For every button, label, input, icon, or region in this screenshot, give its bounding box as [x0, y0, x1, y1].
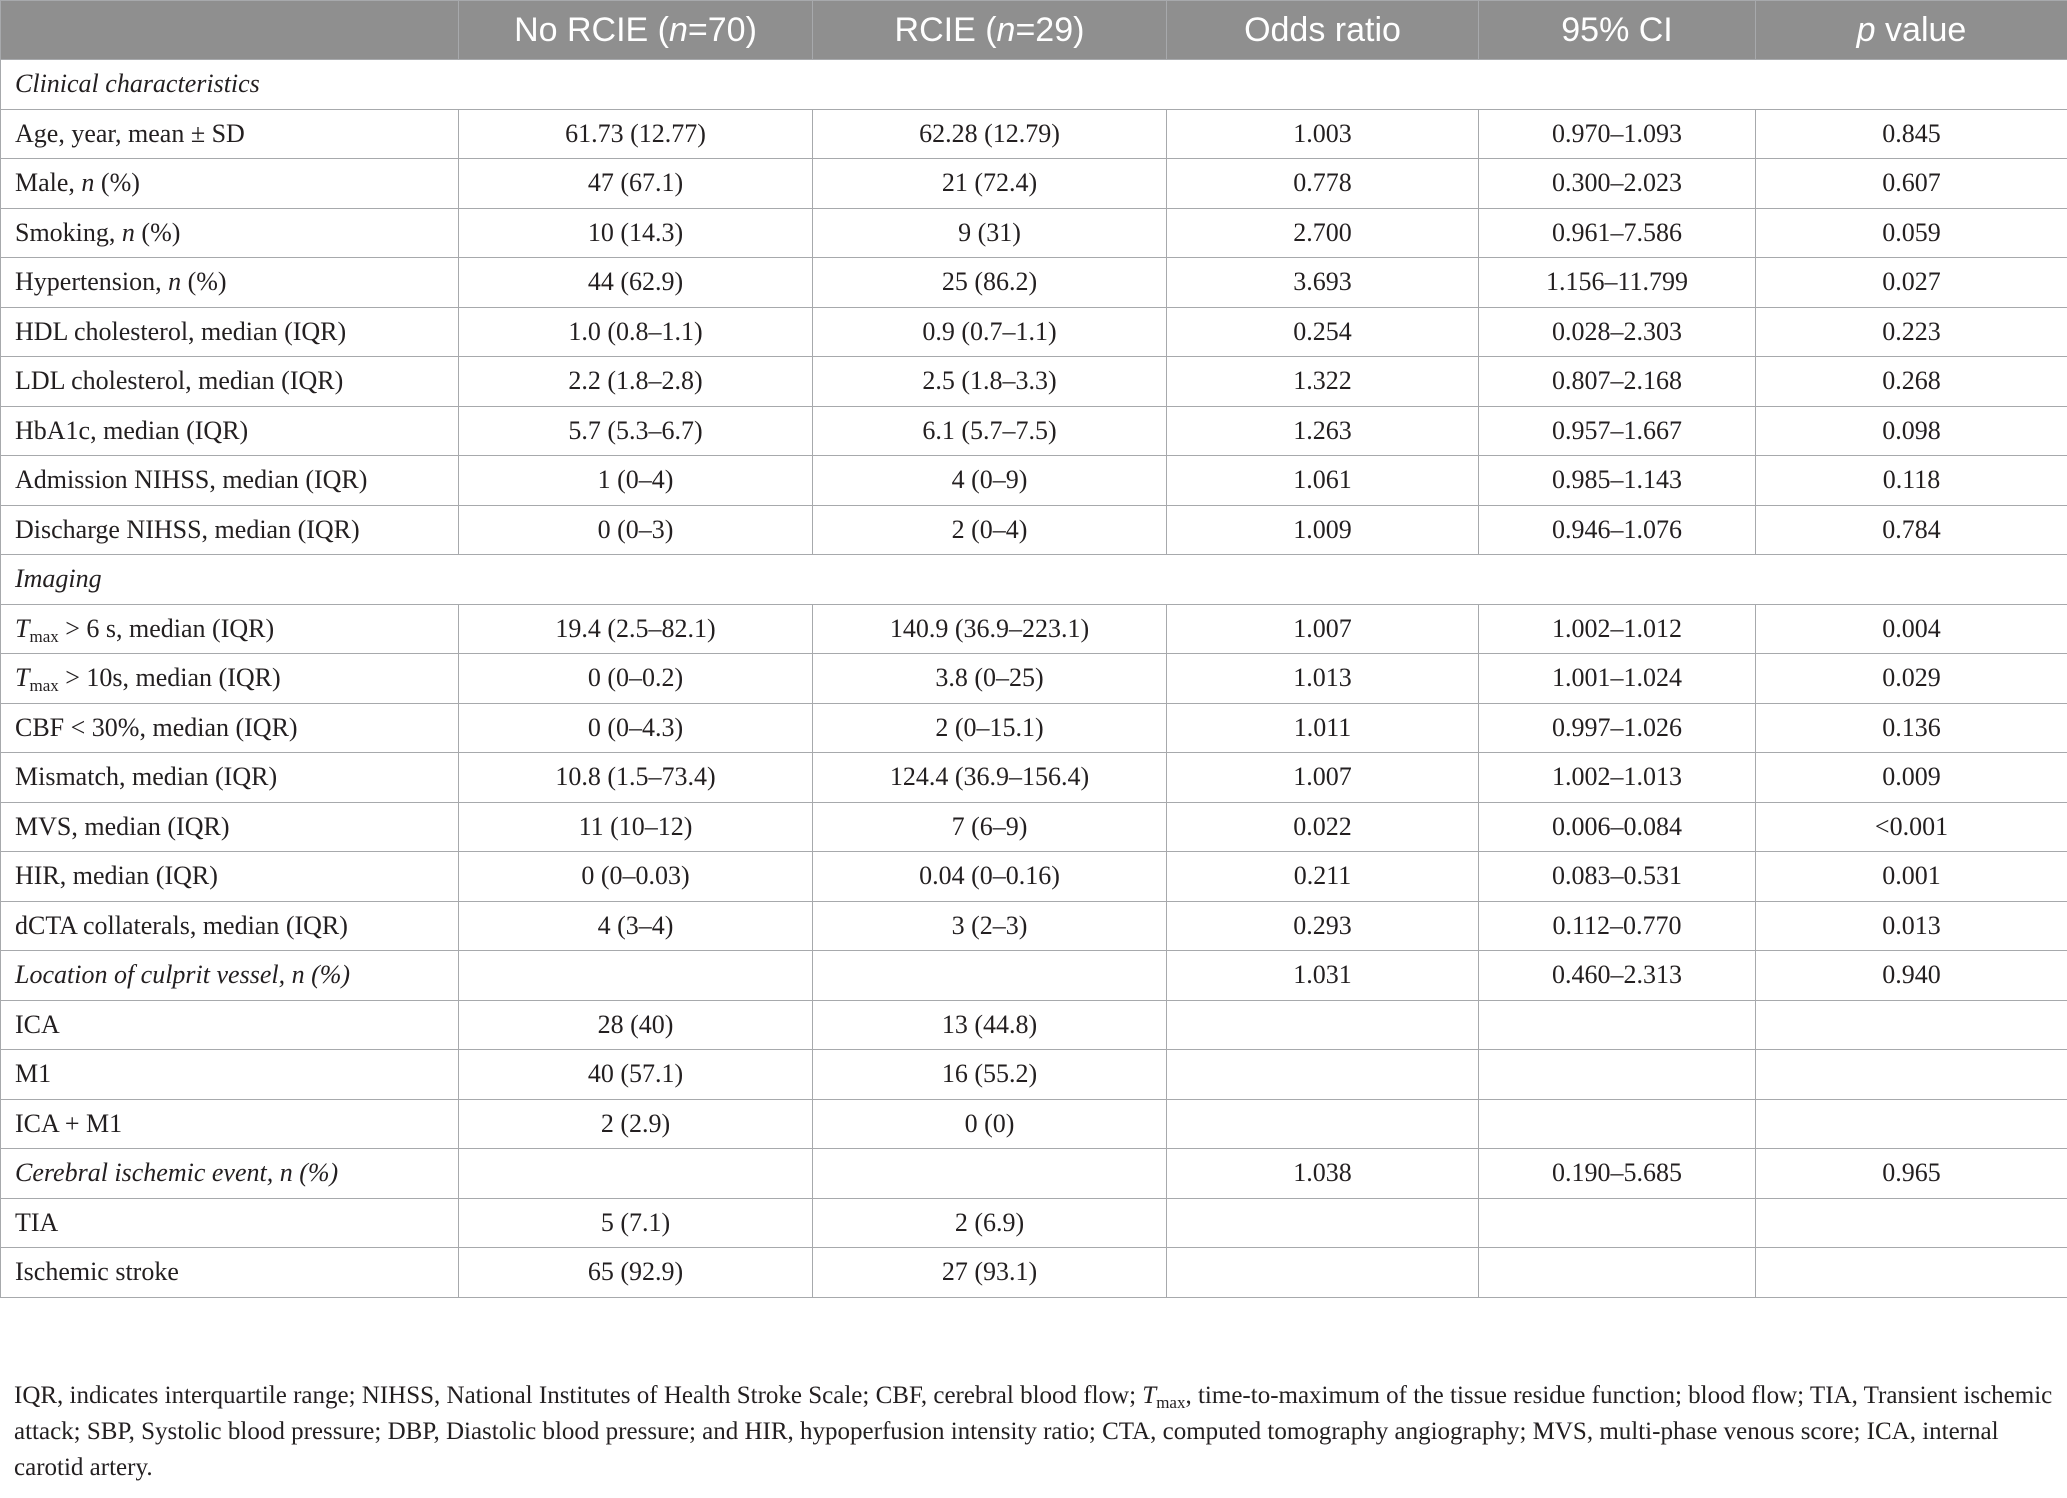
column-header-rcie [813, 1, 1167, 60]
header-text: value [1875, 10, 1967, 49]
label-text: Cerebral ischemic event, [15, 1158, 280, 1188]
no-rcie-cell: 11 (10–12) [459, 802, 813, 852]
odds-ratio-cell: 0.293 [1167, 901, 1479, 951]
table-row [1, 505, 2067, 555]
row-label [1, 258, 459, 308]
label-text: Age, year, mean ± SD [15, 118, 245, 148]
no-rcie-cell: 19.4 (2.5–82.1) [459, 604, 813, 654]
no-rcie-cell: 10.8 (1.5–73.4) [459, 753, 813, 803]
label-text: (%) [304, 960, 351, 990]
footnote-text: IQR, indicates interquartile range; NIHSS, National Institutes of Health Stroke Scale; CBF, cerebral blood flow; [14, 1382, 1143, 1409]
rcie-cell: 4 (0–9) [813, 456, 1167, 506]
odds-ratio-cell: 1.263 [1167, 406, 1479, 456]
p-value-cell: 0.027 [1756, 258, 2067, 308]
ci-cell: 1.002–1.013 [1479, 753, 1756, 803]
odds-ratio-cell: 1.003 [1167, 109, 1479, 159]
label-text: M1 [15, 1059, 52, 1089]
row-label [1, 951, 459, 1001]
rcie-cell: 2.5 (1.8–3.3) [813, 357, 1167, 407]
row-label [1, 357, 459, 407]
label-text: LDL cholesterol, median (IQR) [15, 366, 344, 396]
ci-cell [1479, 1198, 1756, 1248]
odds-ratio-cell: 1.011 [1167, 703, 1479, 753]
row-label [1, 505, 459, 555]
label-text: Location of culprit vessel, [15, 960, 292, 990]
table-body [1, 60, 2067, 1298]
table-row [1, 703, 2067, 753]
odds-ratio-cell: 0.254 [1167, 307, 1479, 357]
row-label [1, 1149, 459, 1199]
ci-cell: 0.807–2.168 [1479, 357, 1756, 407]
column-header-ci [1479, 1, 1756, 60]
header-text: RCIE ( [894, 10, 997, 49]
no-rcie-cell: 10 (14.3) [459, 208, 813, 258]
section-title: Imaging [1, 555, 2067, 605]
label-text: ICA + M1 [15, 1108, 123, 1138]
label-text: (%) [292, 1158, 339, 1188]
header-text: Odds ratio [1244, 10, 1401, 49]
ci-cell: 0.460–2.313 [1479, 951, 1756, 1001]
row-label [1, 1050, 459, 1100]
no-rcie-cell: 0 (0–3) [459, 505, 813, 555]
p-value-cell: <0.001 [1756, 802, 2067, 852]
no-rcie-cell: 0 (0–0.2) [459, 654, 813, 704]
odds-ratio-cell: 1.007 [1167, 753, 1479, 803]
table-row [1, 357, 2067, 407]
no-rcie-cell: 5 (7.1) [459, 1198, 813, 1248]
ci-cell: 0.970–1.093 [1479, 109, 1756, 159]
no-rcie-cell: 61.73 (12.77) [459, 109, 813, 159]
label-text: dCTA collaterals, median (IQR) [15, 910, 348, 940]
header-text: No RCIE ( [514, 10, 669, 49]
footnote-text-cont: , time-to-maximum of the tissue residue function; blood flow; TIA, Transient ischemic attack; SBP, Systolic blood pressure; DBP, Diastolic blood pressure; and HIR, hypoperfusion intensity ratio; CTA, computed tomography angiography; MVS, multi-phase venous score; ICA, internal carotid artery. [14, 1382, 2053, 1481]
p-value-cell: 0.001 [1756, 852, 2067, 902]
p-value-cell: 0.268 [1756, 357, 2067, 407]
label-italic: T [15, 613, 30, 643]
section-row [1, 1149, 2067, 1199]
label-text: > 6 s, median (IQR) [58, 613, 275, 643]
rcie-cell: 6.1 (5.7–7.5) [813, 406, 1167, 456]
ci-cell: 0.957–1.667 [1479, 406, 1756, 456]
label-subscript: max [29, 626, 59, 646]
ci-cell: 0.190–5.685 [1479, 1149, 1756, 1199]
table-row [1, 258, 2067, 308]
row-label [1, 1000, 459, 1050]
no-rcie-cell: 4 (3–4) [459, 901, 813, 951]
label-text: TIA [15, 1207, 59, 1237]
column-header-p-value [1756, 1, 2067, 60]
row-label [1, 1248, 459, 1298]
no-rcie-cell: 0 (0–4.3) [459, 703, 813, 753]
odds-ratio-cell: 0.211 [1167, 852, 1479, 902]
rcie-cell [813, 1149, 1167, 1199]
p-value-cell: 0.098 [1756, 406, 2067, 456]
rcie-cell: 0.9 (0.7–1.1) [813, 307, 1167, 357]
p-value-cell [1756, 1050, 2067, 1100]
ci-cell: 0.028–2.303 [1479, 307, 1756, 357]
ci-cell: 0.985–1.143 [1479, 456, 1756, 506]
label-text: (%) [94, 168, 140, 198]
no-rcie-cell: 2 (2.9) [459, 1099, 813, 1149]
row-label [1, 406, 459, 456]
ci-cell: 0.997–1.026 [1479, 703, 1756, 753]
odds-ratio-cell: 1.322 [1167, 357, 1479, 407]
odds-ratio-cell [1167, 1000, 1479, 1050]
table-row [1, 901, 2067, 951]
label-text: > 10s, median (IQR) [58, 663, 281, 693]
rcie-cell: 21 (72.4) [813, 159, 1167, 209]
section-title: Clinical characteristics [1, 60, 2067, 110]
header-text: =70) [687, 10, 757, 49]
header-italic: n [996, 10, 1016, 49]
rcie-cell [813, 951, 1167, 1001]
table-row [1, 1000, 2067, 1050]
no-rcie-cell: 2.2 (1.8–2.8) [459, 357, 813, 407]
row-label [1, 307, 459, 357]
p-value-cell: 0.223 [1756, 307, 2067, 357]
footnote-tmax-subscript: max [1156, 1393, 1186, 1412]
p-value-cell [1756, 1248, 2067, 1298]
ci-cell [1479, 1248, 1756, 1298]
odds-ratio-cell: 1.007 [1167, 604, 1479, 654]
table-row [1, 109, 2067, 159]
table-row [1, 1198, 2067, 1248]
p-value-cell: 0.118 [1756, 456, 2067, 506]
no-rcie-cell: 47 (67.1) [459, 159, 813, 209]
p-value-cell: 0.965 [1756, 1149, 2067, 1199]
row-label [1, 654, 459, 704]
row-label [1, 1099, 459, 1149]
rcie-cell: 27 (93.1) [813, 1248, 1167, 1298]
section-row [1, 555, 2067, 605]
label-italic: n [81, 168, 95, 198]
table-row [1, 1248, 2067, 1298]
odds-ratio-cell: 1.031 [1167, 951, 1479, 1001]
column-header-label [1, 1, 459, 60]
rcie-cell: 2 (6.9) [813, 1198, 1167, 1248]
table-row [1, 406, 2067, 456]
ci-cell: 0.946–1.076 [1479, 505, 1756, 555]
ci-cell: 0.006–0.084 [1479, 802, 1756, 852]
ci-cell [1479, 1050, 1756, 1100]
rcie-cell: 9 (31) [813, 208, 1167, 258]
row-label [1, 852, 459, 902]
table-row [1, 456, 2067, 506]
header-row [1, 1, 2067, 60]
rcie-cell: 62.28 (12.79) [813, 109, 1167, 159]
ci-cell: 1.001–1.024 [1479, 654, 1756, 704]
rcie-cell: 25 (86.2) [813, 258, 1167, 308]
ci-cell [1479, 1099, 1756, 1149]
no-rcie-cell: 44 (62.9) [459, 258, 813, 308]
odds-ratio-cell: 1.013 [1167, 654, 1479, 704]
row-label [1, 901, 459, 951]
p-value-cell: 0.009 [1756, 753, 2067, 803]
odds-ratio-cell [1167, 1248, 1479, 1298]
no-rcie-cell: 65 (92.9) [459, 1248, 813, 1298]
p-value-cell: 0.845 [1756, 109, 2067, 159]
p-value-cell: 0.029 [1756, 654, 2067, 704]
label-text: ICA [15, 1009, 60, 1039]
row-label [1, 753, 459, 803]
label-text: Admission NIHSS, median (IQR) [15, 465, 368, 495]
ci-cell: 1.156–11.799 [1479, 258, 1756, 308]
no-rcie-cell [459, 1149, 813, 1199]
row-label [1, 456, 459, 506]
section-row [1, 60, 2067, 110]
row-label [1, 159, 459, 209]
table-row [1, 1099, 2067, 1149]
ci-cell: 0.961–7.586 [1479, 208, 1756, 258]
p-value-cell: 0.784 [1756, 505, 2067, 555]
label-text: (%) [181, 267, 227, 297]
label-text: CBF < 30%, median (IQR) [15, 712, 298, 742]
table-row [1, 753, 2067, 803]
header-italic: p [1856, 10, 1876, 49]
ci-cell: 0.083–0.531 [1479, 852, 1756, 902]
ci-cell: 0.300–2.023 [1479, 159, 1756, 209]
odds-ratio-cell: 1.009 [1167, 505, 1479, 555]
label-italic: n [291, 960, 305, 990]
odds-ratio-cell: 3.693 [1167, 258, 1479, 308]
label-text: MVS, median (IQR) [15, 811, 230, 841]
odds-ratio-cell [1167, 1050, 1479, 1100]
no-rcie-cell: 0 (0–0.03) [459, 852, 813, 902]
table-row [1, 208, 2067, 258]
row-label [1, 604, 459, 654]
p-value-cell: 0.607 [1756, 159, 2067, 209]
rcie-cell: 13 (44.8) [813, 1000, 1167, 1050]
rcie-cell: 2 (0–15.1) [813, 703, 1167, 753]
ci-cell: 0.112–0.770 [1479, 901, 1756, 951]
ci-cell: 1.002–1.012 [1479, 604, 1756, 654]
row-label [1, 802, 459, 852]
table-row [1, 654, 2067, 704]
ci-cell [1479, 1000, 1756, 1050]
label-italic: n [121, 217, 135, 247]
no-rcie-cell: 1.0 (0.8–1.1) [459, 307, 813, 357]
column-header-no-rcie [459, 1, 813, 60]
no-rcie-cell: 40 (57.1) [459, 1050, 813, 1100]
label-text: HIR, median (IQR) [15, 861, 218, 891]
label-text: Ischemic stroke [15, 1257, 179, 1287]
p-value-cell: 0.059 [1756, 208, 2067, 258]
no-rcie-cell: 1 (0–4) [459, 456, 813, 506]
odds-ratio-cell [1167, 1198, 1479, 1248]
p-value-cell: 0.004 [1756, 604, 2067, 654]
table-row [1, 604, 2067, 654]
label-italic: n [279, 1158, 293, 1188]
p-value-cell [1756, 1000, 2067, 1050]
rcie-cell: 3.8 (0–25) [813, 654, 1167, 704]
table-row [1, 1050, 2067, 1100]
label-text: Hypertension, [15, 267, 169, 297]
p-value-cell: 0.940 [1756, 951, 2067, 1001]
rcie-cell: 140.9 (36.9–223.1) [813, 604, 1167, 654]
footnote-tmax-symbol: T [1142, 1382, 1157, 1409]
p-value-cell [1756, 1198, 2067, 1248]
rcie-cell: 3 (2–3) [813, 901, 1167, 951]
no-rcie-cell: 5.7 (5.3–6.7) [459, 406, 813, 456]
table-row [1, 159, 2067, 209]
label-italic: T [15, 663, 30, 693]
odds-ratio-cell [1167, 1099, 1479, 1149]
label-text: Discharge NIHSS, median (IQR) [15, 514, 360, 544]
label-text: Mismatch, median (IQR) [15, 762, 278, 792]
row-label [1, 208, 459, 258]
rcie-cell: 7 (6–9) [813, 802, 1167, 852]
p-value-cell [1756, 1099, 2067, 1149]
table-row [1, 852, 2067, 902]
label-text: Smoking, [15, 217, 122, 247]
odds-ratio-cell: 1.038 [1167, 1149, 1479, 1199]
odds-ratio-cell: 1.061 [1167, 456, 1479, 506]
row-label [1, 109, 459, 159]
label-text: Male, [15, 168, 82, 198]
row-label [1, 703, 459, 753]
label-subscript: max [29, 676, 59, 696]
label-text: HDL cholesterol, median (IQR) [15, 316, 347, 346]
row-label [1, 1198, 459, 1248]
label-text: (%) [134, 217, 181, 247]
rcie-cell: 124.4 (36.9–156.4) [813, 753, 1167, 803]
column-header-odds-ratio [1167, 1, 1479, 60]
label-italic: n [168, 267, 182, 297]
header-text: =29) [1015, 10, 1085, 49]
odds-ratio-cell: 0.022 [1167, 802, 1479, 852]
odds-ratio-cell: 2.700 [1167, 208, 1479, 258]
no-rcie-cell: 28 (40) [459, 1000, 813, 1050]
label-text: HbA1c, median (IQR) [15, 415, 249, 445]
rcie-cell: 0 (0) [813, 1099, 1167, 1149]
table-row [1, 307, 2067, 357]
odds-ratio-cell: 0.778 [1167, 159, 1479, 209]
rcie-cell: 2 (0–4) [813, 505, 1167, 555]
rcie-cell: 16 (55.2) [813, 1050, 1167, 1100]
section-row [1, 951, 2067, 1001]
rcie-cell: 0.04 (0–0.16) [813, 852, 1167, 902]
table-footnote [14, 1378, 2054, 1486]
p-value-cell: 0.136 [1756, 703, 2067, 753]
no-rcie-cell [459, 951, 813, 1001]
p-value-cell: 0.013 [1756, 901, 2067, 951]
header-italic: n [669, 10, 688, 49]
table-row [1, 802, 2067, 852]
header-text: 95% CI [1561, 10, 1673, 49]
